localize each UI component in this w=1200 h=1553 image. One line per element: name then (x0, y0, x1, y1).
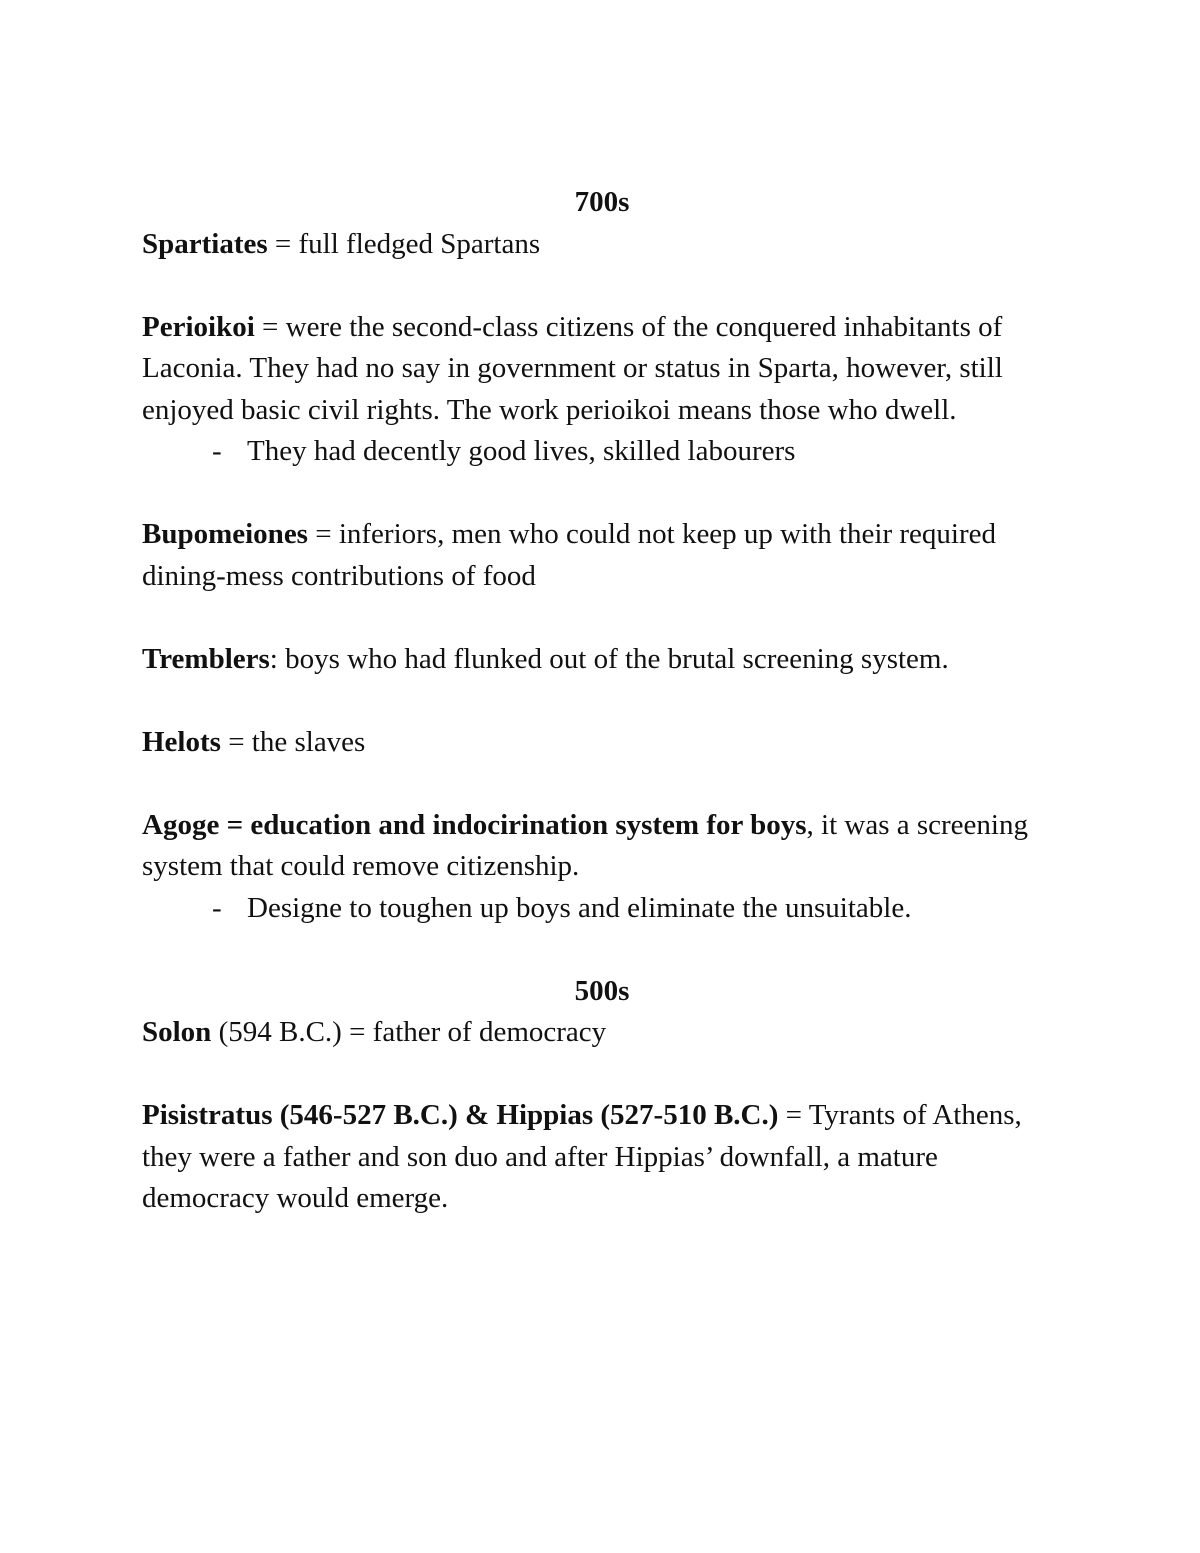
term-label: Tremblers (142, 642, 270, 675)
term-agoge (142, 805, 1062, 888)
term-label: Solon (142, 1016, 212, 1048)
term-label: Perioikoi (142, 310, 255, 343)
spacer (142, 473, 1062, 515)
term-helots (142, 722, 1062, 764)
spacer (142, 597, 1062, 639)
bullet-text: They had decently good lives, skilled labourers (247, 435, 796, 467)
bullet-text: Designe to toughen up boys and eliminate the unsuitable. (247, 891, 912, 924)
spacer (142, 763, 1062, 805)
document-content (142, 182, 1062, 1220)
term-spartiates (142, 224, 1062, 266)
term-solon (142, 1012, 1062, 1054)
bullet-dash: - (212, 435, 222, 467)
term-definition: , it was a screening system that could remove citizenship. (142, 808, 1028, 882)
bullet-dash: - (212, 891, 222, 924)
term-definition: = inferiors, men who could not keep up with their required dining-mess contributions of food (142, 518, 996, 592)
term-label: Pisistratus (546-527 B.C.) & Hippias (527-510 B.C.) (142, 1099, 779, 1131)
term-label: Bupomeiones (142, 518, 308, 550)
term-definition: = were the second-class citizens of the conquered inhabitants of Laconia. They had no say in government or status in Sparta, however, still enjoyed basic civil rights. The work perioikoi means those who dwell. (142, 310, 1003, 426)
spacer (142, 265, 1062, 307)
section-heading-700s: 700s (574, 186, 630, 218)
term-label: Agoge = education and indocirination system for boys (142, 808, 807, 841)
term-definition: = full fledged Spartans (267, 227, 541, 260)
term-bupomeiones (142, 514, 1062, 597)
term-definition: : boys who had flunked out of the brutal screening system. (269, 642, 949, 675)
spacer (142, 680, 1062, 722)
term-definition: = the slaves (220, 725, 366, 758)
term-perioikoi (142, 307, 1062, 432)
spacer (142, 929, 1062, 971)
spacer (142, 1054, 1062, 1096)
term-tremblers (142, 639, 1062, 681)
bullet-item (142, 431, 1062, 473)
term-definition: (594 B.C.) = father of democracy (211, 1016, 607, 1048)
term-label: Spartiates (142, 227, 268, 260)
bullet-item (142, 888, 1062, 930)
term-pisistratus-hippias (142, 1095, 1062, 1220)
term-definition: = Tyrants of Athens, they were a father and son duo and after Hippias’ downfall, a mature democracy would emerge. (142, 1099, 1022, 1214)
section-heading-500s: 500s (574, 974, 630, 1007)
term-label: Helots (142, 725, 221, 758)
